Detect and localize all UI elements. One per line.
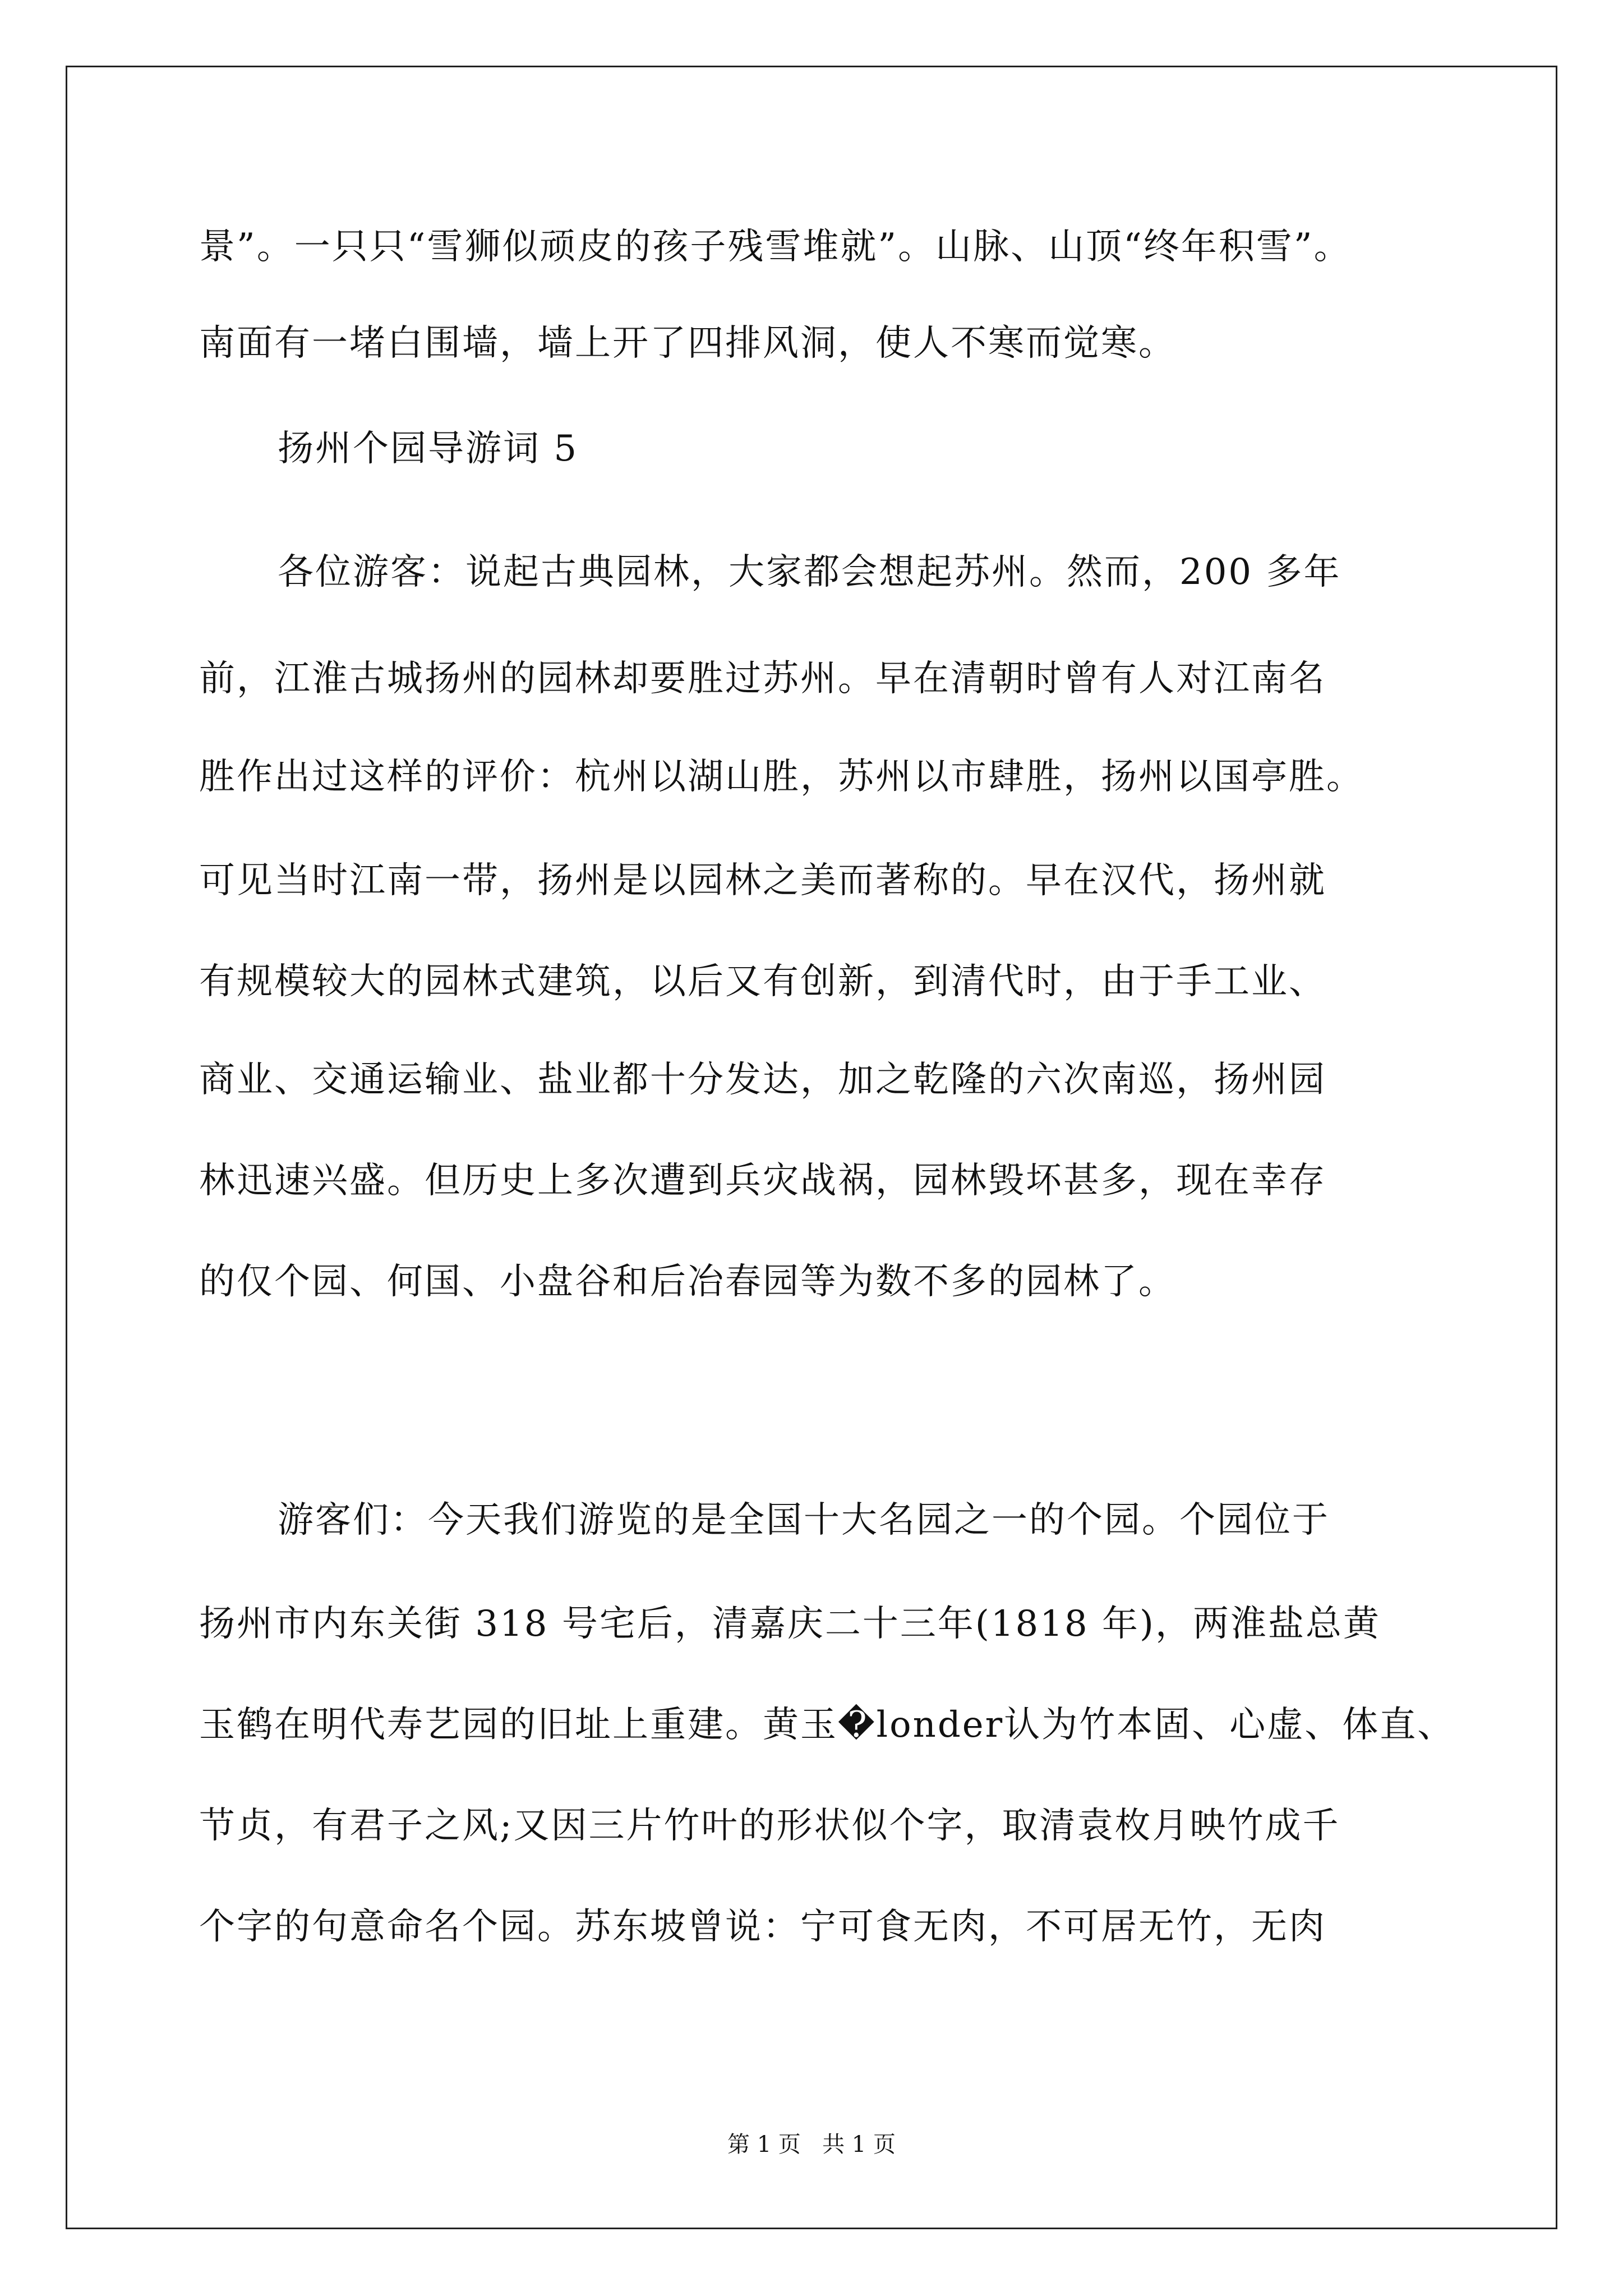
- text-line: 可见当时江南一带，扬州是以园林之美而著称的。早在汉代，扬州就: [199, 860, 1326, 901]
- text-line: 胜作出过这样的评价：杭州以湖山胜，苏州以市肆胜，扬州以国亭胜。: [199, 756, 1364, 798]
- paragraph-first-line: 各位游客：说起古典园林，大家都会想起苏州。然而，200 多年: [278, 551, 1341, 593]
- page-footer: 第 1 页 共 1 页: [727, 2132, 896, 2157]
- paragraph-first-line: 游客们：今天我们游览的是全国十大名园之一的个园。个园位于: [278, 1499, 1330, 1541]
- text-line: 节贞，有君子之风;又因三片竹叶的形状似个字，取清袁枚月映竹成千: [199, 1805, 1340, 1847]
- text-line: 南面有一堵白围墙，墙上开了四排风洞，使人不寒而觉寒。: [199, 323, 1176, 364]
- text-line: 景”。一只只“雪狮似顽皮的孩子残雪堆就”。山脉、山顶“终年积雪”。: [199, 226, 1352, 268]
- section-heading: 扬州个园导游词 5: [278, 428, 579, 470]
- text-line: 商业、交通运输业、盐业都十分发达，加之乾隆的六次南巡，扬州园: [199, 1059, 1326, 1101]
- text-line: 个字的句意命名个园。苏东坡曾说：宁可食无肉，不可居无竹，无肉: [199, 1906, 1326, 1948]
- text-line: 前，江淮古城扬州的园林却要胜过苏州。早在清朝时曾有人对江南名: [199, 658, 1326, 700]
- text-line: 有规模较大的园林式建筑，以后又有创新，到清代时，由于手工业、: [199, 961, 1326, 1002]
- text-line: 玉鹤在明代寿艺园的旧址上重建。黄玉�londer认为竹本固、心虚、体直、: [199, 1704, 1455, 1746]
- text-line: 扬州市内东关街 318 号宅后，清嘉庆二十三年(1818 年)，两淮盐总黄: [199, 1603, 1381, 1645]
- text-line: 的仅个园、何国、小盘谷和后冶春园等为数不多的园林了。: [199, 1261, 1176, 1303]
- text-line: 林迅速兴盛。但历史上多次遭到兵灾战祸，园林毁坏甚多，现在幸存: [199, 1160, 1326, 1202]
